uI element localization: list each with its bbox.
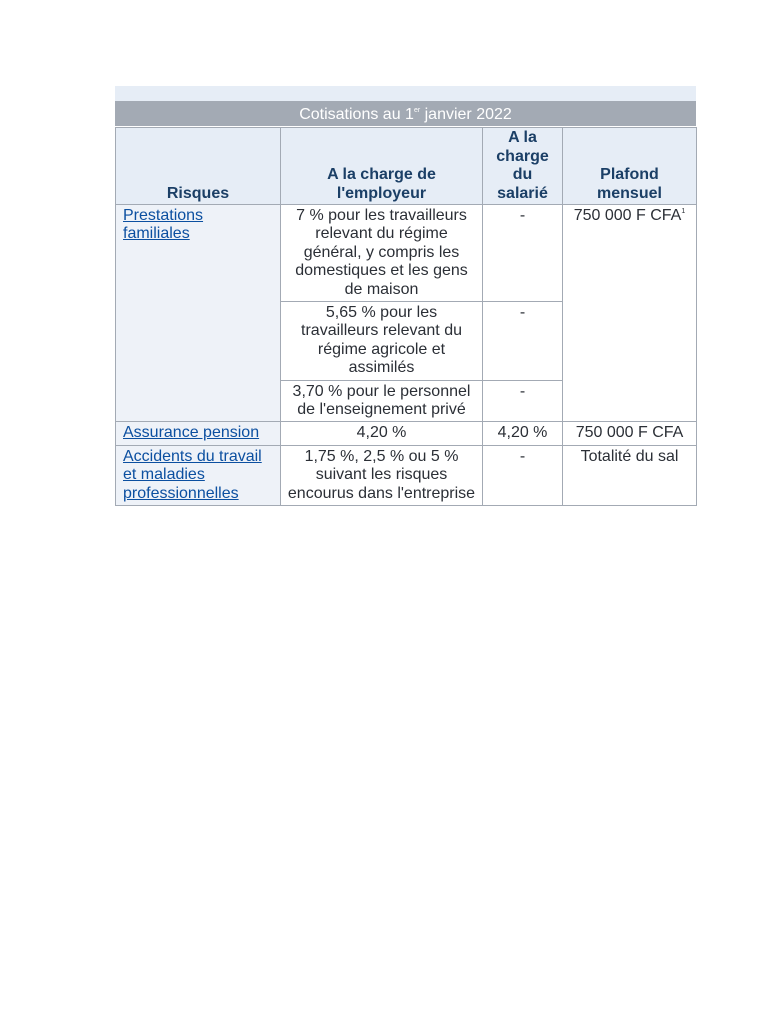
employeur-cell: 7 % pour les travailleurs relevant du régime général, y compris les domestiques et les gens de maison: [281, 205, 483, 302]
column-header-employeur: A la charge de l'employeur: [281, 128, 483, 205]
cotisations-table: [115, 127, 697, 506]
salarie-cell: -: [483, 380, 563, 422]
top-band: [115, 86, 696, 101]
title-text-end: janvier 2022: [420, 106, 512, 123]
salarie-cell: -: [483, 302, 563, 381]
title-superscript: er: [413, 107, 421, 114]
employeur-cell: 5,65 % pour les travailleurs relevant du régime agricole et assimilés: [281, 302, 483, 381]
link-prestations-familiales[interactable]: Prestations familiales: [123, 207, 204, 243]
risk-cell: [116, 205, 281, 422]
column-header-salarie: A la charge du salarié: [483, 128, 563, 205]
employeur-cell: 1,75 %, 2,5 % ou 5 % suivant les risques encourus dans l'entreprise: [281, 445, 483, 505]
risk-cell: [116, 422, 281, 445]
table-title: [115, 101, 696, 126]
title-text-start: Cotisations au 1: [299, 106, 414, 123]
table-row: [116, 422, 697, 445]
employeur-cell: 4,20 %: [281, 422, 483, 445]
salarie-cell: 4,20 %: [483, 422, 563, 445]
salarie-cell: -: [483, 445, 563, 505]
salarie-cell: -: [483, 205, 563, 302]
table-row: [116, 205, 697, 302]
link-assurance-pension[interactable]: Assurance pension: [123, 424, 260, 442]
footnote-marker: 1: [681, 208, 686, 215]
column-header-plafond: Plafond mensuel: [563, 128, 697, 205]
table-row: [116, 445, 697, 505]
plafond-value: 750 000 F CFA: [573, 207, 682, 224]
plafond-cell: [563, 205, 697, 422]
risk-cell: [116, 445, 281, 505]
link-accidents-du-travail[interactable]: Accidents du travail et maladies professionnelles: [123, 447, 262, 502]
column-header-risques: Risques: [116, 128, 281, 205]
plafond-cell: Totalité du sal: [563, 445, 697, 505]
plafond-cell: 750 000 F CFA: [563, 422, 697, 445]
employeur-cell: 3,70 % pour le personnel de l'enseignement privé: [281, 380, 483, 422]
cotisations-document: [115, 86, 696, 506]
header-row: [116, 128, 697, 205]
